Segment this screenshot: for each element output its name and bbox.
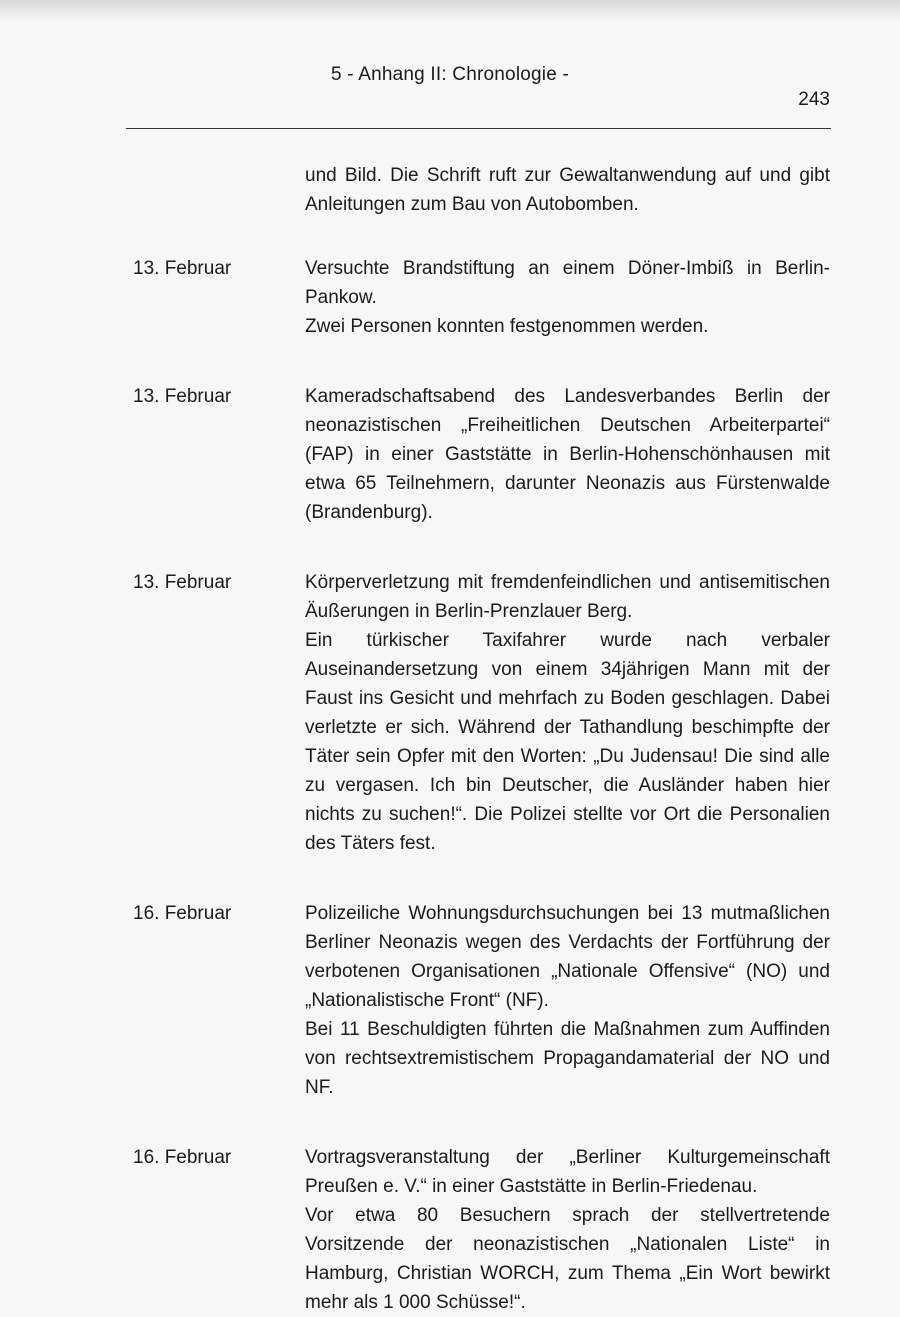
entry-date: 13. Februar	[133, 386, 232, 407]
continuation-block	[0, 161, 900, 219]
paragraph: Ein türkischer Taxifahrer wurde nach verbaler Auseinandersetzung von einem 34jährigen Mann mit der Faust ins Gesicht und mehrfach zu Boden geschlagen. Dabei verletzte er sich. Während der Tathandlung beschimpfte der Täter sein Opfer mit den Worten: „Du Judensau! Die sind alle zu vergasen. Ich bin Deutscher, die Ausländer haben hier nichts zu suchen!“. Die Polizei stellte vor Ort die Personalien des Täters fest.	[305, 630, 830, 854]
chronology-entry	[0, 568, 900, 858]
entry-text	[305, 382, 830, 527]
page-number: 243	[798, 89, 830, 110]
continuation-text	[305, 161, 830, 219]
paragraph: Zwei Personen konnten festgenommen werden.	[305, 316, 709, 337]
paragraph: Polizeiliche Wohnungsdurchsuchungen bei 13 mutmaßlichen Berliner Neonazis wegen des Verdachts der Fortführung der verbotenen Organisationen „Nationale Offensive“ (NO) und „Nationalistische Front“ (NF).	[305, 903, 830, 1011]
paragraph: und Bild. Die Schrift ruft zur Gewaltanwendung auf und gibt Anleitungen zum Bau von Autobomben.	[305, 165, 830, 215]
paragraph: Kameradschaftsabend des Landesverbandes Berlin der neonazistischen „Freiheitlichen Deutschen Arbeiterpartei“ (FAP) in einer Gaststätte in Berlin-Hohenschönhausen mit etwa 65 Teilnehmern, darunter Neonazis aus Fürstenwalde (Brandenburg).	[305, 386, 830, 523]
entry-text	[305, 1143, 830, 1317]
entry-date: 13. Februar	[133, 258, 232, 279]
entry-date: 13. Februar	[133, 572, 232, 593]
entry-text	[305, 899, 830, 1102]
paragraph: Vor etwa 80 Besuchern sprach der stellvertretende Vorsitzende der neonazistischen „Nationalen Liste“ in Hamburg, Christian WORCH, zum Thema „Ein Wort bewirkt mehr als 1 000 Schüsse!“.	[305, 1205, 830, 1313]
scan-edge-shadow	[0, 0, 900, 22]
entry-date: 16. Februar	[133, 903, 232, 924]
chronology-entry	[0, 254, 900, 341]
chronology-entry	[0, 382, 900, 527]
running-header: 5 - Anhang II: Chronologie -	[331, 64, 569, 85]
paragraph: Körperverletzung mit fremdenfeindlichen und antisemitischen Äußerungen in Berlin-Prenzlauer Berg.	[305, 572, 830, 622]
entry-text	[305, 568, 830, 858]
paragraph: Versuchte Brandstiftung an einem Döner-Imbiß in Berlin-Pankow.	[305, 258, 830, 308]
entry-date: 16. Februar	[133, 1147, 232, 1168]
chronology-entry	[0, 1143, 900, 1317]
paragraph: Vortragsveranstaltung der „Berliner Kulturgemeinschaft Preußen e. V.“ in einer Gaststätte in Berlin-Friedenau.	[305, 1147, 830, 1197]
header-divider	[126, 128, 831, 129]
entry-text	[305, 254, 830, 341]
chronology-entry	[0, 899, 900, 1102]
chronology-content	[0, 161, 900, 1317]
paragraph: Bei 11 Beschuldigten führten die Maßnahmen zum Auffinden von rechtsextremistischem Propagandamaterial der NO und NF.	[305, 1019, 830, 1098]
